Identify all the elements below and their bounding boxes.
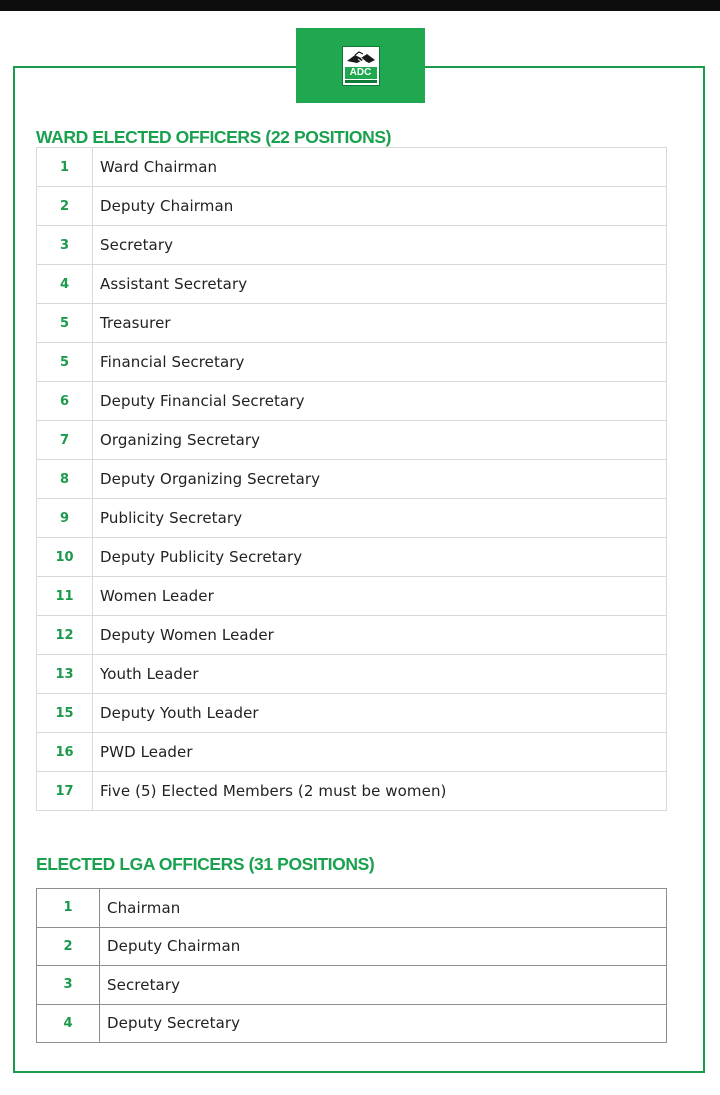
position-number: 6	[37, 382, 93, 421]
position-number: 2	[37, 927, 100, 966]
table-row	[37, 499, 667, 538]
position-number: 10	[37, 538, 93, 577]
position-number: 17	[37, 772, 93, 811]
position-title: Ward Chairman	[93, 148, 667, 187]
position-number: 5	[37, 304, 93, 343]
position-number: 15	[37, 694, 93, 733]
position-number: 4	[37, 1004, 100, 1043]
position-title: Youth Leader	[93, 655, 667, 694]
lga-section-title: ELECTED LGA OFFICERS (31 POSITIONS)	[36, 854, 375, 874]
position-number: 12	[37, 616, 93, 655]
table-row	[37, 343, 667, 382]
position-number: 2	[37, 187, 93, 226]
position-title: Deputy Chairman	[100, 927, 667, 966]
lga-officers-table	[36, 888, 667, 1043]
position-title: Secretary	[93, 226, 667, 265]
position-number: 3	[37, 966, 100, 1005]
position-title: Publicity Secretary	[93, 499, 667, 538]
table-row	[37, 772, 667, 811]
table-row	[37, 148, 667, 187]
position-number: 16	[37, 733, 93, 772]
adc-logo	[342, 46, 380, 86]
position-number: 13	[37, 655, 93, 694]
logo-tagline-bar	[345, 80, 377, 83]
position-title: Assistant Secretary	[93, 265, 667, 304]
table-row	[37, 577, 667, 616]
table-row	[37, 966, 667, 1005]
ward-section-title: WARD ELECTED OFFICERS (22 POSITIONS)	[36, 127, 392, 147]
position-number: 11	[37, 577, 93, 616]
position-title: Treasurer	[93, 304, 667, 343]
table-row	[37, 265, 667, 304]
logo-banner	[296, 28, 425, 103]
position-title: PWD Leader	[93, 733, 667, 772]
table-row	[37, 226, 667, 265]
table-row	[37, 421, 667, 460]
position-number: 4	[37, 265, 93, 304]
position-title: Organizing Secretary	[93, 421, 667, 460]
table-row	[37, 655, 667, 694]
position-title: Deputy Chairman	[93, 187, 667, 226]
position-title: Deputy Publicity Secretary	[93, 538, 667, 577]
position-number: 1	[37, 148, 93, 187]
ward-officers-table	[36, 147, 667, 811]
position-title: Secretary	[100, 966, 667, 1005]
table-row	[37, 889, 667, 928]
position-number: 9	[37, 499, 93, 538]
position-title: Deputy Secretary	[100, 1004, 667, 1043]
table-row	[37, 616, 667, 655]
position-title: Deputy Financial Secretary	[93, 382, 667, 421]
position-title: Financial Secretary	[93, 343, 667, 382]
table-row	[37, 460, 667, 499]
top-status-bar	[0, 0, 720, 11]
position-number: 1	[37, 889, 100, 928]
position-title: Deputy Organizing Secretary	[93, 460, 667, 499]
table-row	[37, 927, 667, 966]
position-number: 5	[37, 343, 93, 382]
handshake-icon	[345, 49, 377, 67]
table-row	[37, 1004, 667, 1043]
position-title: Deputy Women Leader	[93, 616, 667, 655]
table-row	[37, 304, 667, 343]
position-number: 7	[37, 421, 93, 460]
table-row	[37, 733, 667, 772]
logo-text: ADC	[345, 67, 377, 79]
position-number: 3	[37, 226, 93, 265]
table-row	[37, 694, 667, 733]
position-title: Five (5) Elected Members (2 must be women)	[93, 772, 667, 811]
position-title: Women Leader	[93, 577, 667, 616]
table-row	[37, 538, 667, 577]
position-number: 8	[37, 460, 93, 499]
position-title: Chairman	[100, 889, 667, 928]
table-row	[37, 382, 667, 421]
table-row	[37, 187, 667, 226]
position-title: Deputy Youth Leader	[93, 694, 667, 733]
